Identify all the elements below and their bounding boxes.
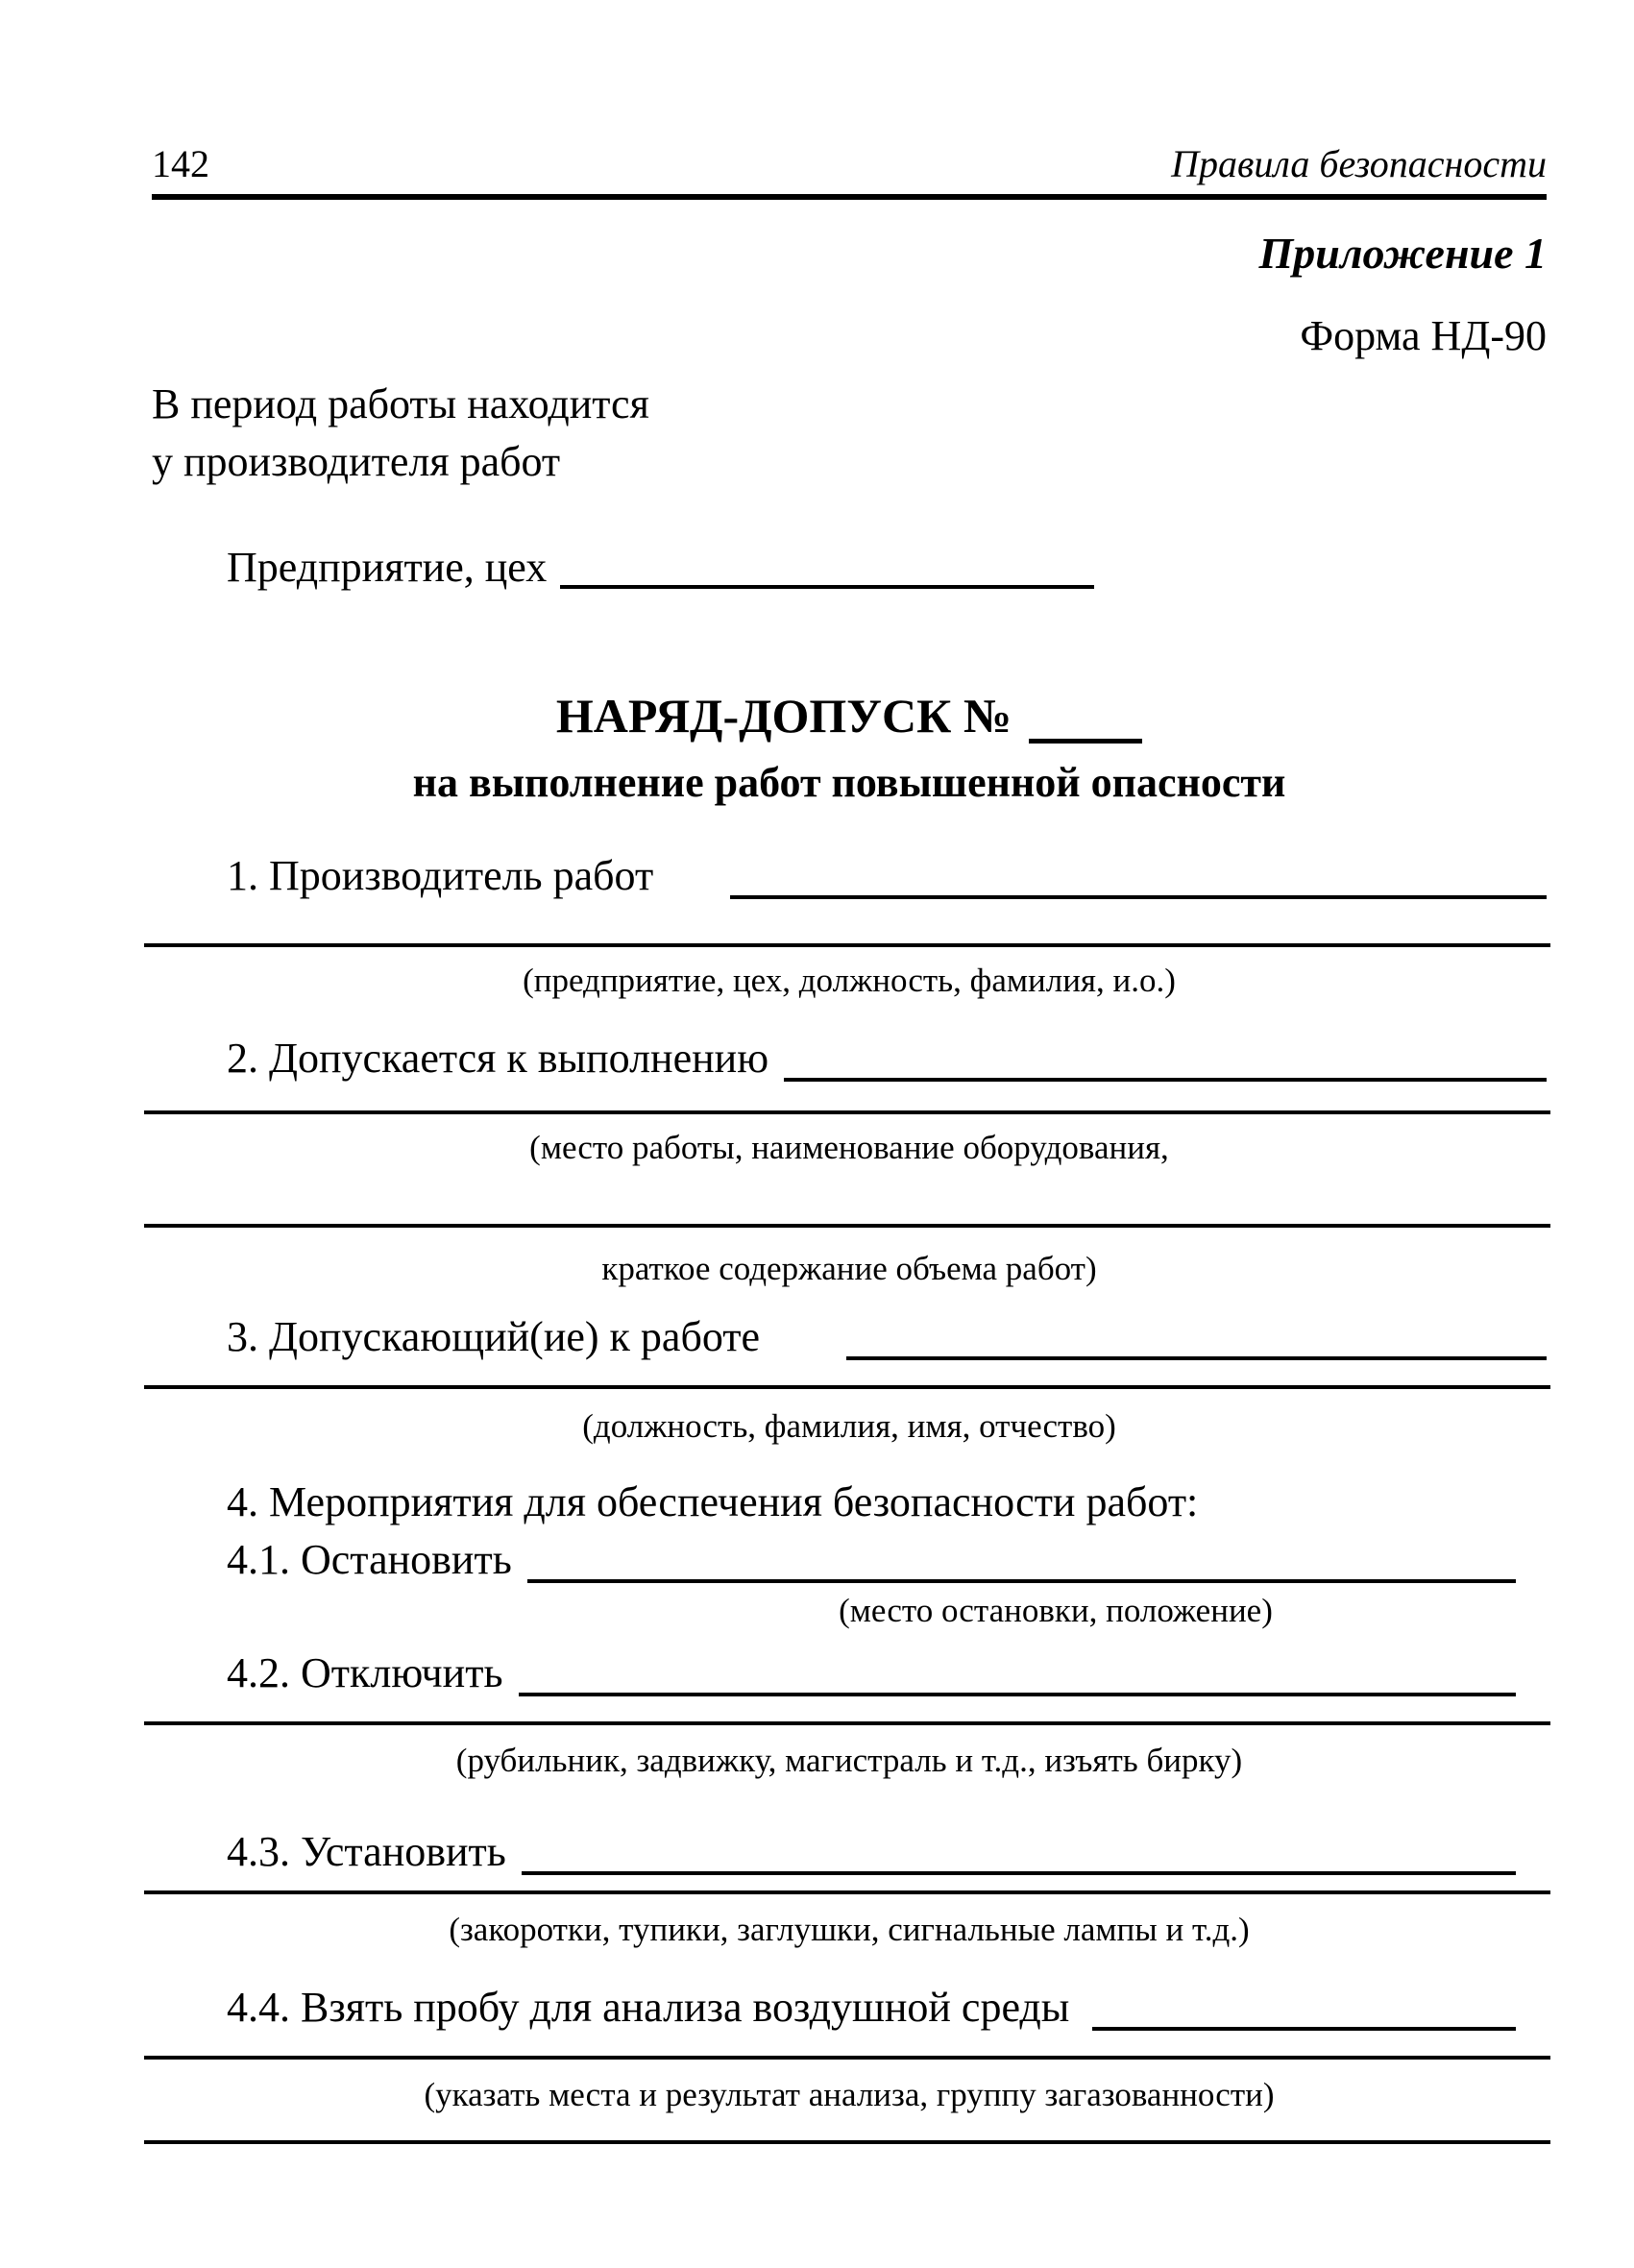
field-producer-blank-line (730, 895, 1547, 899)
field-stop-blank-line (527, 1579, 1516, 1583)
permit-title-text: НАРЯД-ДОПУСК № (555, 689, 1012, 744)
field-disconnect (227, 1645, 1547, 1702)
enterprise-label: Предприятие, цех (227, 544, 548, 592)
field-install-caption: (закоротки, тупики, заглушки, сигнальные лампы и т.д.) (449, 1911, 1250, 1949)
field-disconnect-caption: (рубильник, задвижку, магистраль и т.д., изъять бирку) (455, 1742, 1243, 1780)
field-air-sample-label: 4.4. Взять пробу для анализа воздушной среды (227, 1984, 1070, 2032)
field-admitting (227, 1308, 1547, 1366)
continuation-line (144, 1890, 1550, 1894)
field-producer (227, 847, 1547, 905)
measures-heading: 4. Мероприятия для обеспечения безопасности работ: (227, 1478, 1199, 1526)
field-admitted (227, 1030, 1547, 1087)
continuation-line (144, 2140, 1550, 2144)
field-admitting-blank-line (846, 1356, 1547, 1360)
holder-note-line2: у производителя работ (152, 438, 561, 486)
field-admitted-blank-line (784, 1078, 1547, 1082)
field-install-label: 4.3. Установить (227, 1828, 506, 1876)
permit-title-block (152, 687, 1547, 809)
field-admitted-caption-2: краткое содержание объема работ) (601, 1250, 1097, 1288)
field-admitted-label: 2. Допускается к выполнению (227, 1035, 769, 1083)
permit-subtitle: на выполнение работ повышенной опасности (412, 759, 1286, 807)
holder-note-line1: В период работы находится (152, 380, 649, 428)
field-admitting-caption: (должность, фамилия, имя, отчество) (582, 1407, 1116, 1446)
field-air-sample (227, 1979, 1547, 2036)
field-admitted-caption-1: (место работы, наименование оборудования, (529, 1129, 1169, 1167)
appendix-label: Приложение 1 (1258, 229, 1547, 278)
field-producer-label: 1. Производитель работ (227, 852, 654, 900)
enterprise-field (227, 539, 1547, 597)
field-admitting-label: 3. Допускающий(ие) к работе (227, 1313, 761, 1361)
field-install-blank-line (522, 1871, 1516, 1875)
page-header (152, 142, 1547, 200)
holder-note (152, 376, 1547, 491)
field-disconnect-blank-line (519, 1693, 1516, 1696)
field-air-sample-blank-line (1092, 2027, 1516, 2031)
continuation-line (144, 1721, 1550, 1725)
enterprise-blank-line (560, 585, 1094, 589)
field-air-sample-caption: (указать места и результат анализа, группу загазованности) (424, 2076, 1275, 2114)
running-title: Правила безопасности (1171, 142, 1547, 185)
field-stop (227, 1531, 1547, 1589)
page-number: 142 (152, 142, 209, 185)
field-producer-caption: (предприятие, цех, должность, фамилия, и.о.) (523, 962, 1176, 1000)
field-stop-caption: (место остановки, положение) (839, 1592, 1273, 1630)
continuation-line (144, 1224, 1550, 1228)
field-stop-label: 4.1. Остановить (227, 1536, 512, 1584)
continuation-line (144, 943, 1550, 947)
continuation-line (144, 1385, 1550, 1389)
permit-number-blank-line (1029, 739, 1142, 744)
field-disconnect-label: 4.2. Отключить (227, 1649, 503, 1697)
form-code-label: Форма НД-90 (1300, 311, 1547, 359)
permit-title (152, 687, 1547, 744)
continuation-line (144, 1110, 1550, 1114)
field-install (227, 1823, 1547, 1881)
continuation-line (144, 2056, 1550, 2060)
